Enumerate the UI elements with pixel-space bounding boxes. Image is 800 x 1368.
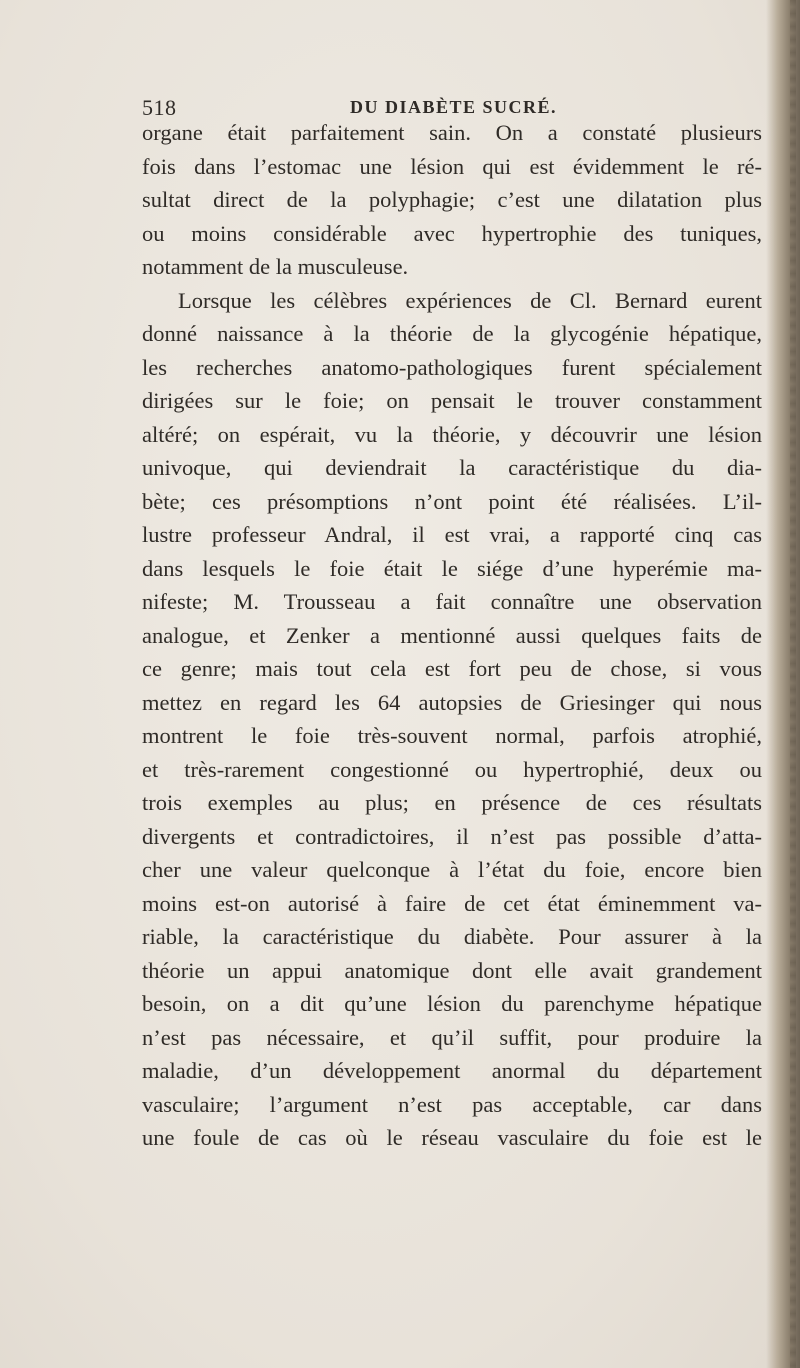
text-line: donné naissance à la théorie de la glycogénie hépatique, (142, 321, 762, 346)
text-line: ce genre; mais tout cela est fort peu de chose, si vous (142, 656, 762, 681)
text-line: moins est-on autorisé à faire de cet état éminemment va- (142, 890, 762, 916)
text-line: sultat direct de la polyphagie; c’est une dilatation plus (142, 187, 762, 212)
text-line: cher une valeur quelconque à l’état du foie, encore bien (142, 857, 762, 882)
page-number: 518 (142, 95, 177, 120)
text-line: théorie un appui anatomique dont elle avait grandement (142, 957, 762, 983)
text-line: mettez en regard les 64 autopsies de Griesinger qui nous (142, 689, 762, 715)
text-line: univoque, qui deviendrait la caractéristique du dia- (142, 455, 762, 480)
text-line: n’est pas nécessaire, et qu’il suffit, pour produire la (142, 1024, 762, 1050)
body-text (142, 116, 762, 1155)
text-line: trois exemples au plus; en présence de ces résultats (142, 790, 762, 815)
running-title: DU DIABÈTE SUCRÉ. (350, 97, 558, 117)
text-line: riable, la caractéristique du diabète. Pour assurer à la (142, 924, 762, 949)
page-binding-edge (766, 0, 800, 1368)
text-line: organe était parfaitement sain. On a constaté plusieurs (142, 120, 762, 145)
text-line: maladie, d’un développement anormal du département (142, 1058, 762, 1083)
text-line: une foule de cas où le réseau vasculaire du foie est le (142, 1125, 762, 1150)
text-line: Lorsque les célèbres expériences de Cl. Bernard eurent (178, 287, 762, 313)
text-line: besoin, on a dit qu’une lésion du parenchyme hépatique (142, 991, 762, 1016)
text-line: divergents et contradictoires, il n’est pas possible d’atta- (142, 823, 762, 849)
text-line: notamment de la musculeuse. (142, 254, 409, 279)
text-line: vasculaire; l’argument n’est pas acceptable, car dans (142, 1091, 762, 1117)
text-line: ou moins considérable avec hypertrophie des tuniques, (142, 220, 762, 246)
text-line: bète; ces présomptions n’ont point été réalisées. L’il- (142, 488, 762, 514)
text-line: dirigées sur le foie; on pensait le trouver constamment (142, 388, 762, 413)
text-line: montrent le foie très-souvent normal, parfois atrophié, (142, 723, 762, 748)
text-line: et très-rarement congestionné ou hypertrophié, deux ou (142, 756, 762, 782)
text-line: les recherches anatomo-pathologiques furent spécialement (142, 354, 762, 380)
text-line: analogue, et Zenker a mentionné aussi quelques faits de (142, 622, 762, 648)
text-line: lustre professeur Andral, il est vrai, a rapporté cinq cas (142, 522, 762, 547)
text-line: dans lesquels le foie était le siége d’une hyperémie ma- (142, 555, 762, 581)
text-line: altéré; on espérait, vu la théorie, y découvrir une lésion (142, 421, 762, 447)
text-line: nifeste; M. Trousseau a fait connaître une observation (142, 589, 762, 614)
text-line: fois dans l’estomac une lésion qui est évidemment le ré- (142, 153, 762, 179)
